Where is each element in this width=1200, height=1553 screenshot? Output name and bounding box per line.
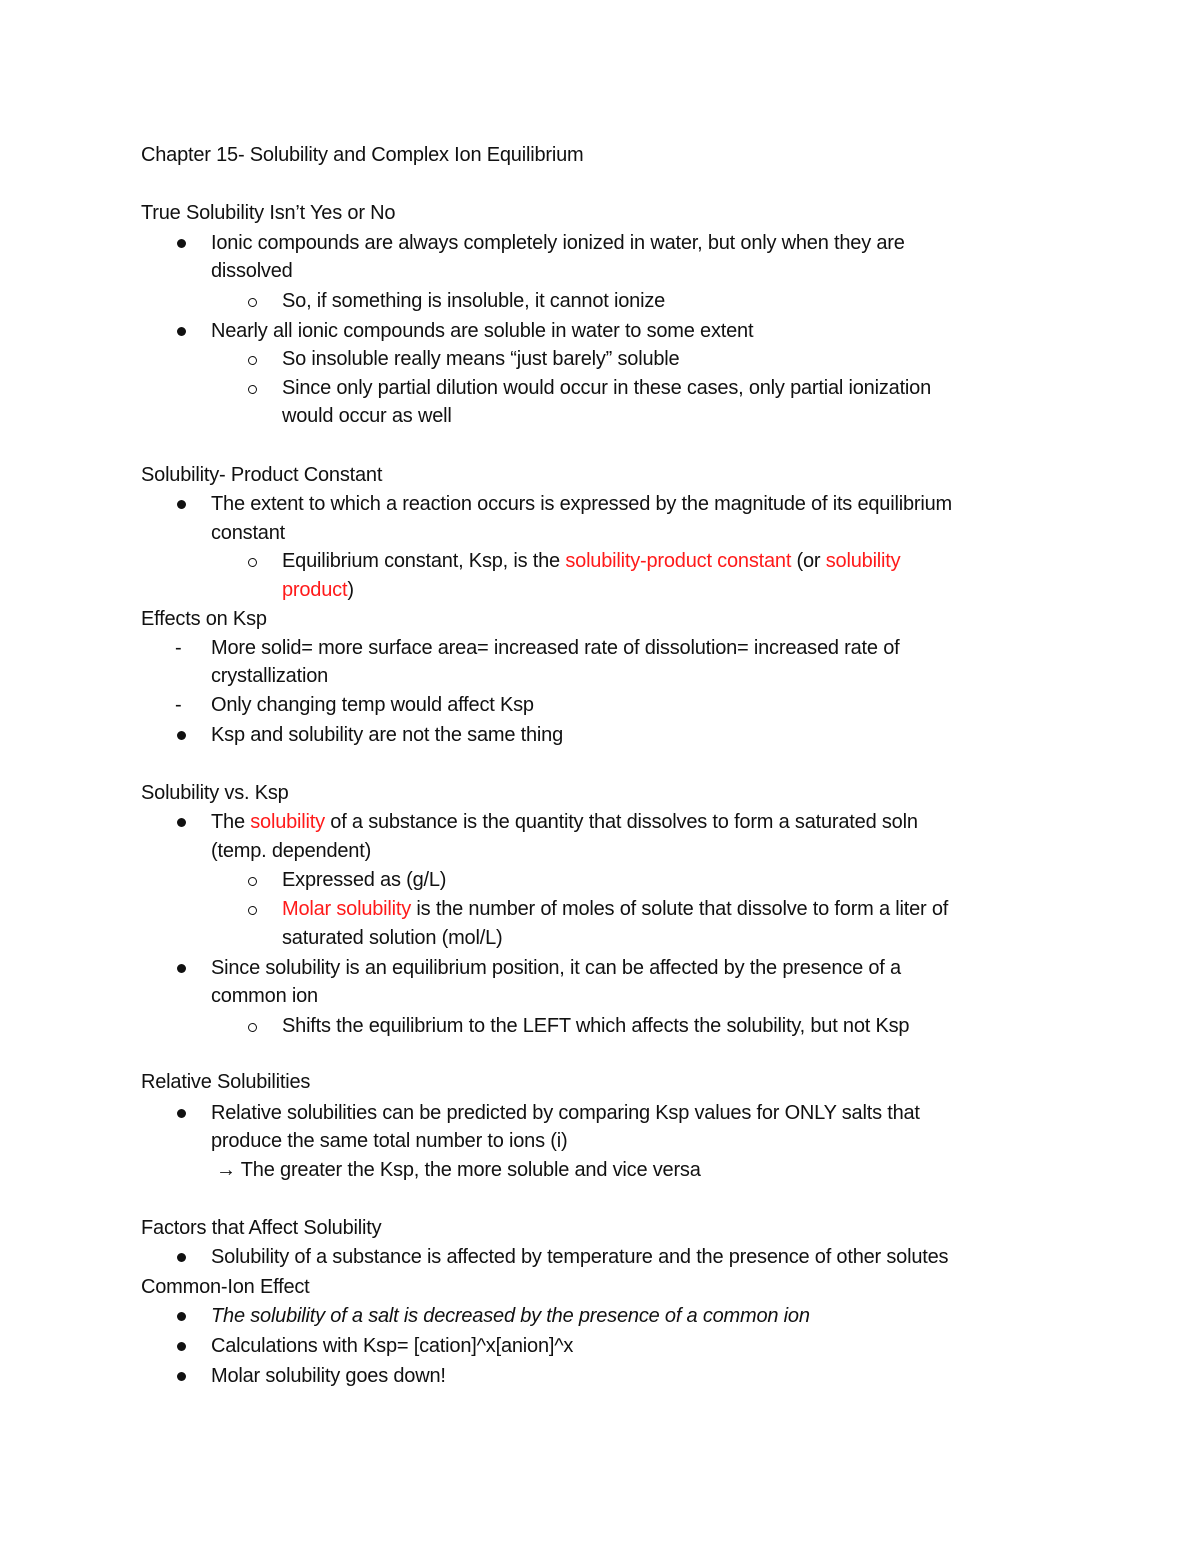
bullet-icon [177,1253,186,1262]
list-item: Shifts the equilibrium to the LEFT which affects the solubility, but not Ksp [282,1015,910,1037]
list-item: Ionic compounds are always completely ionized in water, but only when they are [211,232,905,254]
section-heading: True Solubility Isn’t Yes or No [141,202,396,224]
sub-bullet-icon [248,298,257,307]
list-item [282,549,900,573]
bullet-icon [177,1312,186,1321]
bullet-icon [177,1342,186,1351]
bullet-icon [177,239,186,248]
bullet-icon [177,1109,186,1118]
bullet-icon [177,1372,186,1381]
text-segment: (or [791,550,826,572]
text-line: common ion [211,985,318,1007]
list-item: Calculations with Ksp= [cation]^x[anion]^x [211,1335,574,1357]
highlighted-term: Molar solubility [282,898,412,920]
highlighted-term: product [282,579,348,601]
text-line [282,578,354,602]
section-heading: Chapter 15- Solubility and Complex Ion Equilibrium [141,144,584,166]
list-item: Expressed as (g/L) [282,869,447,891]
text-segment: Equilibrium constant, Ksp, is the [282,550,566,572]
highlighted-term: solubility-product constant [565,550,792,572]
section-heading: Factors that Affect Solubility [141,1217,382,1239]
list-item: Since solubility is an equilibrium position, it can be affected by the presence of a [211,957,901,979]
text-segment: is the number of moles of solute that dissolve to form a liter of [411,898,949,920]
section-heading: Effects on Ksp [141,608,267,630]
bullet-icon [177,327,186,336]
bullet-icon [177,964,186,973]
bullet-icon [177,818,186,827]
list-item: Only changing temp would affect Ksp [211,694,534,716]
text-segment: The [211,811,251,833]
sub-bullet-icon [248,877,257,886]
text-segment: of a substance is the quantity that dissolves to form a saturated soln [324,811,918,833]
sub-bullet-icon [248,1023,257,1032]
text-segment: ) [347,579,354,601]
highlighted-term: solubility [250,811,325,833]
text-line: (temp. dependent) [211,840,372,862]
section-heading: Solubility- Product Constant [141,464,383,486]
list-item: Since only partial dilution would occur in these cases, only partial ionization [282,377,932,399]
section-heading: Relative Solubilities [141,1071,311,1093]
text-line: → The greater the Ksp, the more soluble and vice versa [216,1159,701,1181]
section-heading: Solubility vs. Ksp [141,782,289,804]
dash-bullet-icon: - [175,637,182,659]
list-item: Relative solubilities can be predicted by comparing Ksp values for ONLY salts that [211,1102,920,1124]
list-item [211,810,918,834]
list-item: So insoluble really means “just barely” soluble [282,348,680,370]
text-line: produce the same total number to ions (i) [211,1130,568,1152]
sub-bullet-icon [248,906,257,915]
sub-bullet-icon [248,558,257,567]
list-item: More solid= more surface area= increased rate of dissolution= increased rate of [211,637,900,659]
sub-bullet-icon [248,356,257,365]
text-line: saturated solution (mol/L) [282,927,503,949]
bullet-icon [177,731,186,740]
text-line: constant [211,522,286,544]
list-item: The solubility of a salt is decreased by the presence of a common ion [211,1305,810,1327]
list-item: Ksp and solubility are not the same thing [211,724,564,746]
highlighted-term: solubility [825,550,901,572]
text-line: dissolved [211,260,293,282]
sub-bullet-icon [248,385,257,394]
text-line: crystallization [211,665,329,687]
dash-bullet-icon: - [175,694,182,716]
text-line: would occur as well [282,405,452,427]
list-item: The extent to which a reaction occurs is expressed by the magnitude of its equilibrium [211,493,952,515]
list-item: Nearly all ionic compounds are soluble in water to some extent [211,320,754,342]
bullet-icon [177,500,186,509]
list-item: Solubility of a substance is affected by temperature and the presence of other solutes [211,1246,949,1268]
section-heading: Common-Ion Effect [141,1276,310,1298]
list-item [282,897,948,921]
list-item: Molar solubility goes down! [211,1365,446,1387]
list-item: So, if something is insoluble, it cannot ionize [282,290,666,312]
